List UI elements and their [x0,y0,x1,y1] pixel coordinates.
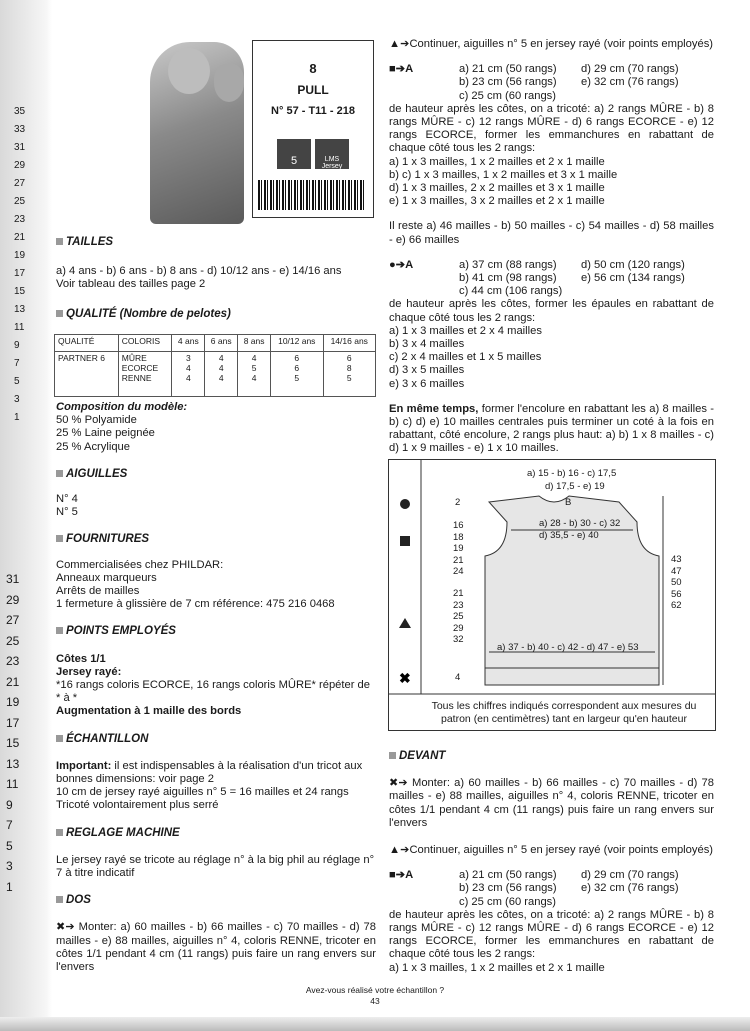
count-value: 6 [346,353,352,363]
count-cell [172,352,205,397]
row-number: 5 [6,838,13,853]
table-header: QUALITÉ [55,335,119,352]
qualite-heading: QUALITÉ (Nombre de pelotes) [56,308,376,321]
dim-mid2: d) 35,5 - e) 40 [539,530,599,541]
tailles-heading: TAILLES [56,236,376,249]
square-symbol [400,536,410,546]
measure-c: c) 25 cm (60 rangs) [459,89,556,102]
dim-left-top: 2 [455,497,461,508]
measure-b: b) 23 cm (56 rangs) [459,76,557,89]
supply-item: Anneaux marqueurs [56,571,157,584]
points-cotes: Côtes 1/1 [56,652,106,665]
row-number: 11 [14,322,25,333]
dos-text: ✖➔ Monter: a) 60 mailles - b) 66 mailles - c) 70 mailles - d) 78 mailles - e) 88 mailles, aiguilles n° 4, coloris RENNE, tricoter en côtes 1/1 pendant 4 cm (11 rangs) puis faire un rang envers sur l'envers [56,921,376,974]
pattern-ref: N° 57 - T11 - 218 [271,105,355,117]
dim-b-marker: B [565,497,572,508]
dim-value: 21 [453,554,464,566]
row-number: 21 [14,232,26,243]
measure-d: d) 29 cm (70 rangs) [581,869,679,882]
continue-instruction-2: ▲➔Continuer, aiguilles n° 5 en jersey rayé (voir points employés) [389,844,714,857]
dim-top2: d) 17,5 - e) 19 [545,481,605,492]
count-value: 6 [294,353,300,363]
row-number: 7 [14,358,20,369]
pattern-diagram [388,459,716,731]
dim-left-mid [453,520,464,578]
shoulders-text: de hauteur après les côtes, former les épaules en rabattant de chaque côté tous les 2 rangs: [389,298,714,324]
devant-text: ✖➔ Monter: a) 60 mailles - b) 66 mailles - c) 70 mailles - d) 78 mailles - e) 88 mailles, aiguilles n° 4, coloris RENNE, tricoter en côtes 1/1 pendant 4 cm (11 rangs) puis faire un rang envers sur l'envers [389,777,714,829]
armhole-list [389,156,714,209]
supply-item: Commercialisées chez PHILDAR: [56,558,224,571]
supply-item: 1 fermeture à glissière de 7 cm référence: 475 216 0468 [56,598,335,611]
row-number: 9 [14,340,20,351]
square-label: ■➔A [389,869,414,882]
fournitures-heading: FOURNITURES [56,533,376,546]
row-number: 19 [6,695,20,709]
row-number: 3 [14,394,20,405]
count-value: 6 [294,363,300,373]
children-photo [150,42,244,224]
page-bottom-shadow [0,1017,750,1031]
composition-heading: Composition du modèle: [56,401,188,413]
footer-question: Avez-vous réalisé votre échantillon ? [305,985,445,995]
color-name: ECORCE [121,363,159,373]
dot-measure-grid [389,259,714,299]
table-header: 8 ans [238,335,271,352]
table-header-row [55,335,376,352]
measure-c: c) 25 cm (60 rangs) [459,895,556,908]
continue-instruction: ▲➔Continuer, aiguilles n° 5 en jersey rayé (voir points employés) [389,38,714,50]
color-name: RENNE [121,373,152,383]
measure-d: d) 29 cm (70 rangs) [581,63,679,76]
count-value: 4 [185,363,191,373]
dim-value: 43 [671,554,682,565]
count-value: 4 [218,353,224,363]
aiguilles-heading: AIGUILLES [56,468,376,481]
count-value: 4 [251,373,257,383]
row-number: 25 [14,196,26,207]
count-cell [205,352,238,397]
measure-e: e) 32 cm (76 rangs) [581,76,679,89]
square-measure-grid [389,63,714,103]
measure-e: e) 56 cm (134 rangs) [581,272,685,285]
meme-temps-label: En même temps, [389,402,479,415]
shoulder-step: c) 2 x 4 mailles et 1 x 5 mailles [389,351,542,364]
count-value: 4 [218,363,224,373]
supply-item: Arrêts de mailles [56,585,140,598]
barcode [258,180,366,210]
row-number: 5 [14,376,20,387]
points-jersey-line: *16 rangs coloris ECORCE, 16 rangs coloris MÛRE* répéter de * à * [56,679,370,705]
cross-symbol: ✖ [399,670,411,686]
dot-symbol [400,499,410,509]
reglage-text: Le jersey rayé se tricote au réglage n° à la big phil au réglage n° 7 à titre indicatif [56,853,375,880]
dim-value: 62 [671,600,682,611]
square-label: ■➔A [389,63,414,76]
neckline-text: former l'encolure en rabattant les a) 8 mailles - b) c) d) e) 10 mailles centrales puis terminer un coté à la fois en rabattant, côté encolure, 2 rangs plus haut: a) b) 1 x 8 mailles - c) d) 1 x 9 mailles - e) 1 x 10 mailles. [389,402,714,455]
needle-item: N° 5 [56,506,78,519]
dim-value: 50 [671,577,682,588]
dim-value: 18 [453,531,464,543]
echantillon-heading: ÉCHANTILLON [56,733,376,746]
aiguilles-list [56,493,376,519]
dim-value: 29 [453,622,464,634]
tailles-sizes: a) 4 ans - b) 6 ans - b) 8 ans - d) 10/12 ans - e) 14/16 ans [56,265,342,278]
row-number: 33 [14,124,26,135]
measure-c: c) 44 cm (106 rangs) [459,285,563,298]
count-value: 5 [346,373,352,383]
reglage-heading: REGLAGE MACHINE [56,827,376,840]
composition-item: 25 % Laine peignée [56,427,155,440]
dim-value: 16 [453,520,464,531]
row-number: 15 [6,736,20,750]
pattern-number: 8 [309,61,317,76]
shoulder-step: d) 3 x 5 mailles [389,364,465,377]
row-number: 7 [6,818,13,832]
row-number: 23 [6,654,20,668]
square-measure-grid-2 [389,869,714,909]
count-value: 5 [251,363,257,373]
armhole-line-2: a) 1 x 3 mailles, 1 x 2 mailles et 2 x 1 maille [389,961,605,974]
shoulder-step: a) 1 x 3 mailles et 2 x 4 mailles [389,324,542,337]
yarn-table [54,334,376,397]
row-number: 29 [6,592,20,607]
remaining-text: Il reste a) 46 mailles - b) 50 mailles - c) 54 mailles - d) 58 mailles - e) 66 mailles [389,220,714,246]
devant-heading: DEVANT [389,750,714,763]
dim-value: 24 [453,566,464,577]
row-number: 17 [6,715,20,730]
points-heading: POINTS EMPLOYÉS [56,625,376,638]
measure-b: b) 41 cm (98 rangs) [459,272,557,285]
row-number: 13 [14,304,26,315]
armhole-step: a) 1 x 3 mailles, 1 x 2 mailles et 2 x 1 maille [389,155,605,168]
count-value: 3 [185,353,191,363]
table-header: COLORIS [118,335,172,352]
table-header: 4 ans [172,335,205,352]
row-number: 11 [6,777,19,791]
row-number: 35 [14,106,26,117]
row-number: 3 [6,859,13,873]
quality-cell: PARTNER 6 [55,352,119,397]
dim-right [671,554,682,612]
left-column-2 [56,401,376,974]
needle-item: N° 4 [56,493,78,506]
measure-a: a) 21 cm (50 rangs) [459,869,557,882]
echantillon-note: Tricoté volontairement plus serré [56,799,219,812]
tailles-ref: Voir tableau des tailles page 2 [56,278,206,291]
dim-value: 56 [671,588,682,600]
table-row [55,352,376,397]
important-label: Important: [56,759,112,772]
dot-label: ●➔A [389,258,414,271]
row-number: 23 [14,214,26,225]
row-counter-top [0,103,44,427]
row-number: 13 [6,756,20,771]
row-number: 21 [6,674,20,689]
triangle-symbol [399,618,411,628]
composition-list [56,414,376,454]
row-number: 1 [6,879,13,894]
right-column [389,38,714,456]
echantillon-gauge: 10 cm de jersey rayé aiguilles n° 5 = 16 mailles et 24 rangs [56,786,349,799]
row-number: 27 [6,613,20,627]
colors-cell [118,352,172,397]
diagram-svg [389,460,715,730]
dim-value: 25 [453,611,464,622]
row-number: 27 [14,178,26,189]
dim-value: 23 [453,599,464,611]
count-value: 4 [185,373,191,383]
dim-left-low [453,588,464,646]
shoulders-list [389,325,714,391]
measure-b: b) 23 cm (56 rangs) [459,882,557,895]
count-cell [271,352,323,397]
dim-bottom: a) 37 - b) 40 - c) 42 - d) 47 - e) 53 [497,642,639,653]
dim-value: 19 [453,543,464,554]
row-counter-bottom [0,569,44,897]
row-number: 31 [6,572,20,586]
measure-a: a) 21 cm (50 rangs) [459,63,557,76]
shoulder-step: b) 3 x 4 mailles [389,338,465,351]
pattern-title: PULL [297,83,329,97]
count-cell [238,352,271,397]
table-header: 6 ans [205,335,238,352]
dim-top1: a) 15 - b) 16 - c) 17,5 [527,468,617,479]
right-column-2 [389,750,714,975]
row-number: 17 [14,268,26,279]
table-header: 14/16 ans [323,335,376,352]
row-number: 29 [14,160,26,171]
row-number: 1 [14,412,20,423]
count-value: 4 [218,373,224,383]
page-number: 43 [370,996,380,1006]
composition-item: 50 % Polyamide [56,414,137,427]
dim-value: 32 [453,634,464,645]
armhole-text-2: de hauteur après les côtes, on a tricoté: a) 2 rangs MÛRE - b) 8 rangs MÛRE - c) 12 rangs MÛRE - d) 6 rangs ECORCE - e) 12 rangs ECORCE, former les emmanchures en rabattant de chaque côté tous les 2 rangs: [389,908,714,961]
color-name: MÛRE [121,353,147,363]
armhole-step: b) c) 1 x 3 mailles, 1 x 2 mailles et 3 x 1 maille [389,168,618,181]
measure-a: a) 37 cm (88 rangs) [459,258,557,271]
composition-item: 25 % Acrylique [56,440,131,453]
measure-e: e) 32 cm (76 rangs) [581,882,679,895]
row-number: 9 [6,797,13,812]
armhole-step: e) 1 x 3 mailles, 3 x 2 mailles et 2 x 1 maille [389,195,605,208]
left-column [56,236,376,321]
count-cell [323,352,376,397]
count-value: 5 [294,373,300,383]
fournitures-list [56,559,376,612]
dim-mid1: a) 28 - b) 30 - c) 32 [539,518,621,529]
shoulder-step: e) 3 x 6 mailles [389,377,465,390]
label-icon: LMS Jersey [315,139,349,169]
row-number: 19 [14,250,26,261]
points-jersey: Jersey rayé: [56,665,122,678]
points-augmentation: Augmentation à 1 maille des bords [56,705,242,718]
count-value: 8 [346,363,352,373]
dim-left-bottom: 4 [455,672,461,683]
diagram-caption: Tous les chiffres indiqués correspondent aux mesures du patron (en centimètres) tant en largeur qu'en hauteur [431,700,697,725]
dim-value: 21 [453,588,464,599]
row-number: 25 [6,633,20,648]
armhole-text: de hauteur après les côtes, on a tricoté: a) 2 rangs MÛRE - b) 8 rangs MÛRE - c) 12 rangs MÛRE - d) 6 rangs ECORCE - e) 12 rangs ECORCE, former les emmanchures en rabattant de chaque côté tous les 2 rangs: [389,102,714,155]
count-value: 4 [251,353,257,363]
table-header: 10/12 ans [271,335,323,352]
row-number: 15 [14,286,26,297]
measure-d: d) 50 cm (120 rangs) [581,258,685,271]
dos-heading: DOS [56,894,376,907]
echantillon-text: il est indispensables à la réalisation d'un tricot aux bonnes dimensions: voir page 2 [56,759,363,786]
dim-value: 47 [671,565,682,577]
row-number: 31 [14,142,26,153]
armhole-step: d) 1 x 3 mailles, 2 x 2 mailles et 3 x 1 maille [389,182,605,195]
needles-icon: 5 [277,139,311,169]
